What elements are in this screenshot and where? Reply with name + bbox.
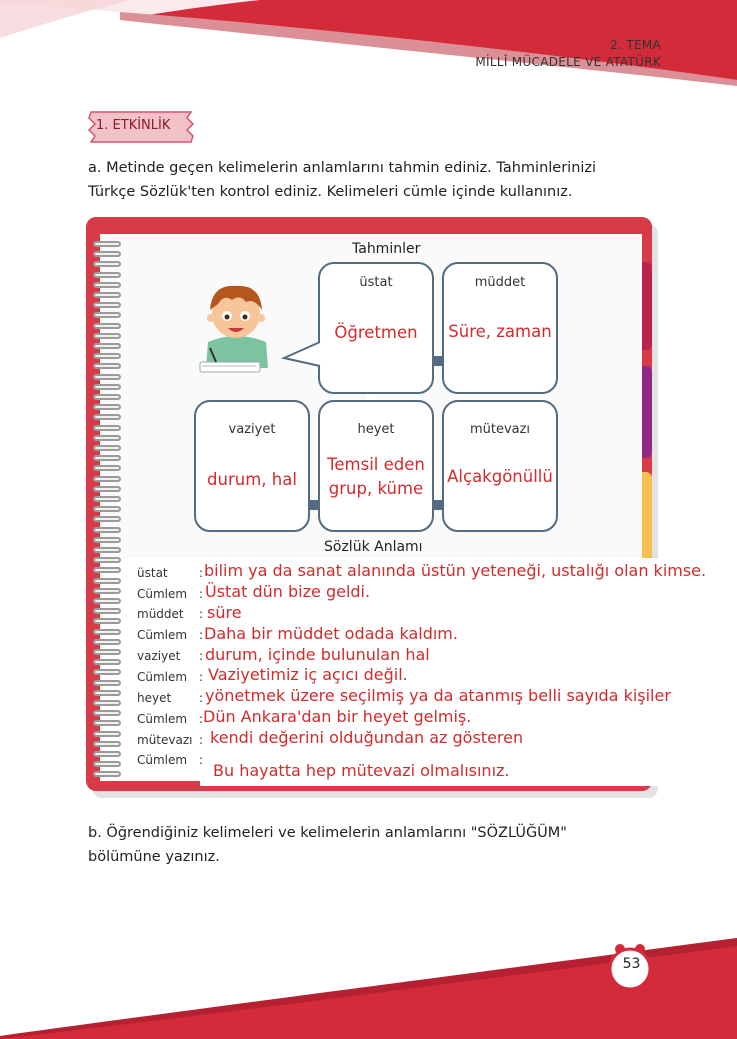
spiral-ring: [93, 608, 121, 614]
spiral-ring: [93, 761, 121, 767]
dict-label-cumlem: Cümlem: [137, 712, 188, 726]
dict-value-cumlem: Daha bir müddet odada kaldım.: [204, 624, 458, 643]
spiral-ring: [93, 414, 121, 420]
dict-label-heyet: heyet: [137, 691, 172, 705]
instruction-a-line2: Türkçe Sözlük'ten kontrol ediniz. Kelimeleri cümle içinde kullanınız.: [88, 184, 573, 200]
spiral-ring: [93, 486, 121, 492]
spiral-ring: [93, 241, 121, 247]
dict-colon: :: [199, 566, 204, 580]
spiral-ring: [93, 394, 121, 400]
guess-word: vaziyet: [228, 422, 276, 437]
spiral-ring: [93, 680, 121, 686]
spiral-ring: [93, 282, 121, 288]
instruction-b-line2: bölümüne yazınız.: [88, 849, 220, 865]
guess-word: mütevazı: [469, 422, 531, 437]
spiral-ring: [93, 567, 121, 573]
spiral-ring: [93, 710, 121, 716]
dict-label-mutevazi: mütevazı: [137, 733, 193, 747]
spiral-ring: [93, 516, 121, 522]
spiral-ring: [93, 731, 121, 737]
spiral-ring: [93, 333, 121, 339]
dict-value-vaziyet: durum, içinde bulunulan hal: [205, 645, 430, 664]
page-number: 53: [622, 956, 641, 972]
spiral-ring: [93, 690, 121, 696]
dict-label-muddet: müddet: [137, 607, 184, 621]
spiral-ring: [93, 527, 121, 533]
guesses-title: Tahminler: [352, 241, 421, 257]
dict-label-cumlem: Cümlem: [137, 587, 188, 601]
dict-colon: :: [199, 753, 204, 767]
spiral-ring: [93, 496, 121, 502]
spiral-ring: [93, 506, 121, 512]
dict-label-ustat: üstat: [137, 566, 168, 580]
guess-box-mutevazi: [442, 400, 558, 532]
spiral-ring: [93, 659, 121, 665]
dict-value-ustat: bilim ya da sanat alanında üstün yeteneği, ustalığı olan kimse.: [204, 561, 707, 580]
spiral-ring: [93, 476, 121, 482]
guess-box-muddet: [442, 262, 558, 394]
spiral-ring: [93, 669, 121, 675]
spiral-ring: [93, 292, 121, 298]
spiral-ring: [93, 445, 121, 451]
instruction-b-line1: b. Öğrendiğiniz kelimeleri ve kelimelerin anlamlarını "SÖZLÜĞÜM": [88, 825, 567, 841]
dict-value-cumlem: Bu hayatta hep mütevazi olmalısınız.: [213, 761, 510, 780]
dict-colon: :: [199, 691, 204, 705]
dict-label-vaziyet: vaziyet: [137, 649, 181, 663]
dict-label-cumlem: Cümlem: [137, 628, 188, 642]
spiral-ring: [93, 598, 121, 604]
guess-answer: durum, hal: [207, 470, 297, 489]
guess-answer: Öğretmen: [334, 323, 418, 342]
theme-title: MİLLÎ MÜCADELE VE ATATÜRK: [475, 55, 661, 69]
spiral-ring: [93, 261, 121, 267]
spiral-ring: [93, 251, 121, 257]
dict-colon: :: [199, 649, 204, 663]
dict-value-cumlem: Üstat dün bize geldi.: [205, 582, 371, 601]
guess-answer-line1: Temsil eden: [327, 455, 425, 474]
spiral-ring: [93, 720, 121, 726]
spiral-ring: [93, 353, 121, 359]
dict-colon: :: [199, 628, 204, 642]
spiral-ring: [93, 384, 121, 390]
student-illustration: [196, 276, 276, 376]
spiral-ring: [93, 649, 121, 655]
dict-value-muddet: süre: [207, 603, 242, 622]
spiral-ring: [93, 618, 121, 624]
dict-label-cumlem: Cümlem: [137, 753, 188, 767]
spiral-ring: [93, 404, 121, 410]
dict-colon: :: [199, 607, 204, 621]
guess-word: müddet: [474, 275, 526, 290]
spiral-ring: [93, 343, 121, 349]
speech-pointer: [280, 340, 322, 370]
spiral-ring: [93, 455, 121, 461]
activity-label: 1. ETKİNLİK: [96, 118, 171, 133]
spiral-ring: [93, 425, 121, 431]
dict-value-cumlem: Vaziyetimiz iç açıcı değil.: [208, 665, 408, 684]
dict-value-mutevazi: kendi değerini olduğundan az gösteren: [210, 728, 524, 747]
spiral-ring: [93, 363, 121, 369]
spiral-ring: [93, 272, 121, 278]
guess-answer-line2: grup, küme: [328, 479, 424, 498]
spiral-ring: [93, 629, 121, 635]
guess-answer: Alçakgönüllü: [447, 467, 553, 486]
spiral-ring: [93, 537, 121, 543]
guess-box-heyet: [318, 400, 434, 532]
dict-label-cumlem: Cümlem: [137, 670, 188, 684]
spiral-ring: [93, 741, 121, 747]
dict-value-heyet: yönetmek üzere seçilmiş ya da atanmış belli sayıda kişiler: [205, 686, 671, 705]
spiral-ring: [93, 374, 121, 380]
spiral-ring: [93, 323, 121, 329]
spiral-ring: [93, 312, 121, 318]
guess-answer: Süre, zaman: [448, 322, 552, 341]
spiral-ring: [93, 771, 121, 777]
spiral-ring: [93, 639, 121, 645]
spiral-ring: [93, 557, 121, 563]
guess-box-ustat: [318, 262, 434, 394]
spiral-ring: [93, 578, 121, 584]
spiral-ring: [93, 700, 121, 706]
spiral-ring: [93, 435, 121, 441]
theme-number: 2. TEMA: [610, 38, 661, 52]
spiral-ring: [93, 751, 121, 757]
dict-value-cumlem: Dün Ankara'dan bir heyet gelmiş.: [203, 707, 472, 726]
guess-box-vaziyet: [194, 400, 310, 532]
instruction-a-line1: a. Metinde geçen kelimelerin anlamlarını tahmin ediniz. Tahminlerinizi: [88, 160, 597, 176]
dict-colon: :: [199, 670, 204, 684]
spiral-ring: [93, 588, 121, 594]
spiral-ring: [93, 547, 121, 553]
dict-colon: :: [199, 712, 204, 726]
guess-word: üstat: [359, 275, 393, 290]
spiral-ring: [93, 465, 121, 471]
spiral-ring: [93, 302, 121, 308]
dictionary-title: Sözlük Anlamı: [324, 539, 423, 555]
guess-word: heyet: [357, 422, 395, 437]
dict-colon: :: [199, 733, 204, 747]
dict-colon: :: [199, 587, 204, 601]
